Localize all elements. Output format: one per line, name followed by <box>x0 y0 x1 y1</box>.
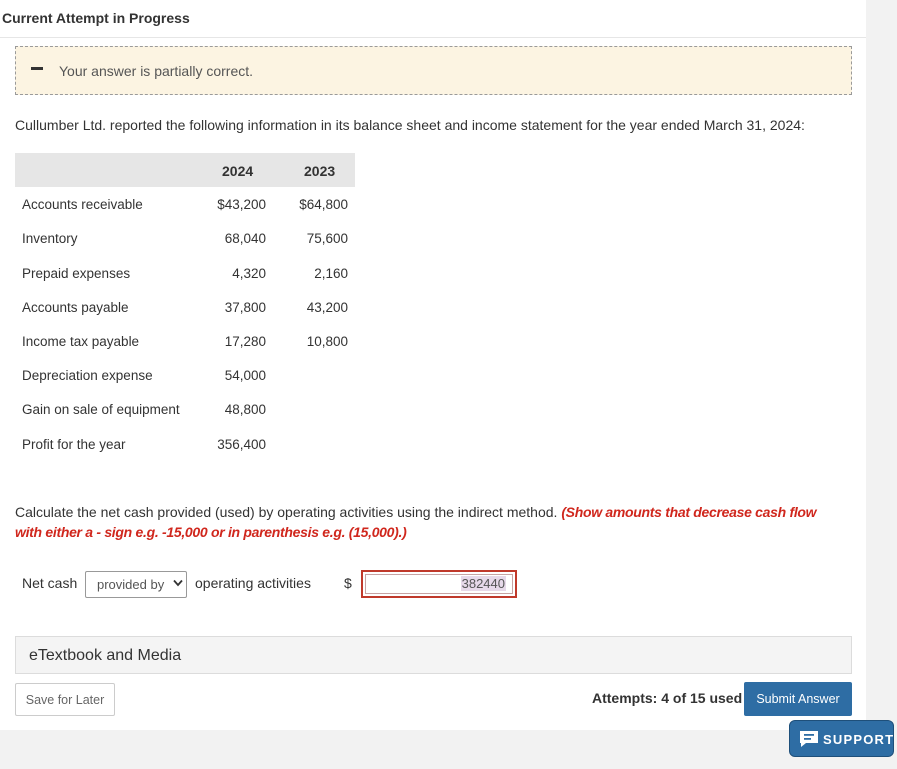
chat-icon <box>798 729 820 749</box>
right-margin <box>866 0 897 769</box>
header <box>0 0 866 38</box>
value-2024: 37,800 <box>224 300 266 315</box>
value-2024: 54,000 <box>224 368 266 383</box>
value-2023: 10,800 <box>306 334 348 349</box>
instruction-note: (Show amounts that decrease cash flow with either a - sign e.g. -15,000 or in parenthesis e.g. (15,000).) <box>15 504 817 540</box>
support-button[interactable] <box>789 720 894 757</box>
row-label: Depreciation expense <box>22 368 153 383</box>
value-2023: 43,200 <box>306 300 348 315</box>
question-intro: Cullumber Ltd. reported the following information in its balance sheet and income statement for the year ended March 31, 2024: <box>15 117 805 133</box>
etextbook-label: eTextbook and Media <box>29 647 182 664</box>
column-header-2024: 2024 <box>222 163 254 179</box>
submit-answer-button[interactable]: Submit Answer <box>744 682 852 716</box>
row-label: Profit for the year <box>22 437 126 452</box>
bottom-margin <box>0 730 866 769</box>
page-title: Current Attempt in Progress <box>2 10 190 26</box>
feedback-banner <box>15 46 852 95</box>
row-label: Accounts payable <box>22 300 129 315</box>
row-label: Prepaid expenses <box>22 266 131 281</box>
value-2024: 17,280 <box>224 334 266 349</box>
chevron-down-icon <box>173 579 183 590</box>
save-for-later-button[interactable]: Save for Later <box>15 683 115 716</box>
value-2024: 48,800 <box>224 402 266 417</box>
row-label: Gain on sale of equipment <box>22 402 180 417</box>
attempts-counter: Attempts: 4 of 15 used <box>592 690 743 706</box>
value-2023: 2,160 <box>314 266 348 281</box>
table-header <box>15 153 355 187</box>
answer-value: 382440 <box>461 576 505 591</box>
operating-activities-label: operating activities <box>195 575 311 591</box>
etextbook-media-panel[interactable] <box>15 636 852 674</box>
feedback-message: Your answer is partially correct. <box>59 63 254 79</box>
value-2024: 4,320 <box>232 266 266 281</box>
row-label: Inventory <box>22 231 78 246</box>
provided-used-select[interactable] <box>85 571 187 598</box>
value-2024: 68,040 <box>224 231 266 246</box>
value-2023: $64,800 <box>299 197 348 212</box>
net-cash-label: Net cash <box>22 575 78 591</box>
answer-input[interactable] <box>361 570 517 598</box>
instruction-text: Calculate the net cash provided (used) by operating activities using the indirect method. <box>15 504 558 520</box>
row-label: Income tax payable <box>22 334 140 349</box>
select-value: provided by <box>97 577 165 592</box>
minus-icon <box>31 67 43 70</box>
support-label: SUPPORT <box>823 732 895 747</box>
instruction <box>15 502 845 542</box>
value-2024: 356,400 <box>217 437 266 452</box>
currency-symbol: $ <box>344 575 352 591</box>
value-2023: 75,600 <box>306 231 348 246</box>
row-label: Accounts receivable <box>22 197 143 212</box>
value-2024: $43,200 <box>217 197 266 212</box>
column-header-2023: 2023 <box>304 163 336 179</box>
